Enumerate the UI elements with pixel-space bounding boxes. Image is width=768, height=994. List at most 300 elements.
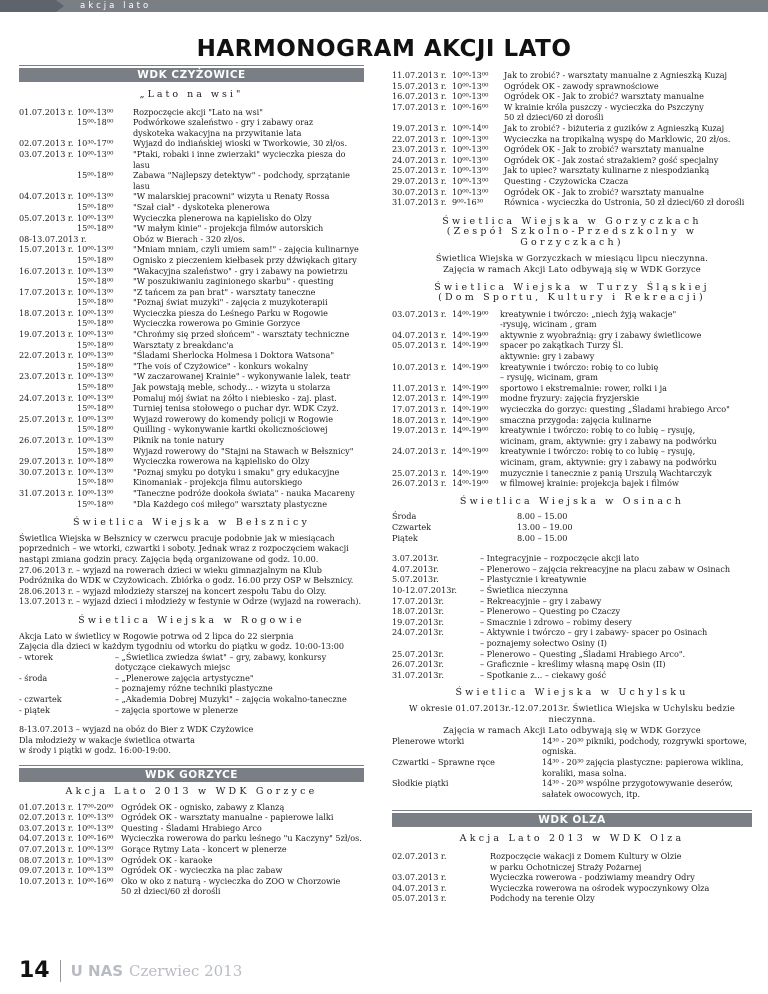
row-activity: Jak to upiec? warsztaty kulinarne z niespodzianką: [504, 165, 710, 176]
schedule-row: [392, 340, 752, 351]
row-activity: Piknik na tonie natury: [133, 435, 225, 445]
row-hours: 10⁰⁰-13⁰⁰: [77, 865, 114, 876]
row-date: 01.07.2013 r.: [19, 106, 74, 117]
schedule-row: [392, 768, 752, 779]
row-date: 18.07.2013 r.: [392, 414, 447, 425]
row-date: [19, 276, 77, 287]
row-text: – Plastycznie i kreatywnie: [480, 574, 587, 585]
row-activity: dyskoteka wakacyjna na przywitanie lata: [133, 127, 302, 138]
row-hours: 15⁰⁰-18⁰⁰: [77, 297, 114, 308]
schedule-row: [392, 746, 752, 757]
schedule-row: [392, 425, 752, 436]
row-date: 03.07.2013 r.: [19, 822, 74, 833]
row-hours: 10⁰⁰-13⁰⁰: [452, 133, 489, 144]
row-date: 26.07.2013 r.: [392, 478, 447, 489]
row-date: [19, 170, 77, 191]
row-hours: 10⁰⁰-13⁰⁰: [452, 91, 489, 102]
row-date: [19, 202, 77, 213]
schedule-row: [19, 876, 364, 887]
row-date: 19.07.2013 r.: [392, 425, 447, 436]
row-hours: 14⁰⁰-19⁰⁰: [452, 393, 489, 404]
row-hours: 10⁰⁰-13⁰⁰: [77, 286, 114, 297]
row-label: 3.07.2013r.: [392, 553, 439, 564]
schedule-row: [392, 638, 752, 649]
schedule-row: [392, 393, 752, 404]
schedule-row: [392, 446, 752, 457]
row-label: [392, 638, 480, 649]
row-label: 4.07.2013r.: [392, 563, 439, 574]
row-date: 08-13.07.2013 r.: [19, 233, 87, 244]
schedule-row: [19, 662, 364, 673]
row-date: [19, 499, 77, 510]
page-footer: [19, 958, 242, 983]
schedule-row: [19, 255, 364, 266]
row-activity: Rozpoczęcie akcji "Lato na wsi": [133, 106, 263, 117]
row-hours: 10⁰⁰-13⁰⁰: [77, 244, 114, 255]
schedule-row: [19, 865, 364, 876]
schedule-row: [19, 138, 364, 149]
row-activity: "Poznaj świat muzyki" - zajęcia z muzykoterapii: [133, 297, 328, 308]
row-activity: Podwórkowe szaleństwo - gry i zabawy oraz: [133, 117, 314, 128]
row-hours: 10⁰⁰-13⁰⁰: [77, 371, 114, 382]
row-label: [392, 789, 542, 800]
schedule-row: [19, 456, 364, 467]
gorzyczki-text: [392, 253, 752, 275]
row-date: [392, 372, 452, 383]
row-label: - czwartek: [19, 694, 62, 705]
section-tag: akcja lato: [80, 1, 152, 11]
row-date: 24.07.2013 r.: [19, 392, 74, 403]
row-activity: Wycieczka rowerowa po Gminie Gorzyce: [133, 318, 301, 329]
schedule-row: [19, 382, 364, 393]
row-activity: wicinam, gram, aktywnie: gry i zabawy na podwórku: [500, 457, 717, 467]
row-text: – Integracyjnie – rozpoczęcie akcji lato: [480, 553, 639, 564]
uchylsko-schedule: [392, 736, 752, 800]
row-hours: 10⁰⁰-13⁰⁰: [77, 212, 114, 223]
schedule-row: [392, 757, 752, 768]
row-hours: 10⁰⁰-13⁰⁰: [452, 70, 489, 80]
row-hours: 10⁰⁰-13⁰⁰: [452, 175, 489, 186]
rogow-schedule: [19, 652, 364, 716]
row-date: 17.07.2013 r.: [392, 101, 447, 112]
row-activity: Pomaluj mój świat na żółto i niebiesko - zaj. plast.: [133, 392, 337, 403]
row-activity: Wycieczka plenerowa na kąpielisko do Olzy: [133, 212, 312, 223]
row-hours: 10⁰⁰-13⁰⁰: [77, 822, 114, 833]
row-activity: Ogródek OK - wycieczka na plac zabaw: [121, 865, 283, 876]
schedule-row: [19, 705, 364, 716]
row-hours: [452, 351, 500, 362]
gorzyce-heading: Akcja Lato 2013 w WDK Gorzyce: [65, 786, 318, 798]
row-activity: Wycieczka rowerowa na kąpielisko do Olzy: [133, 456, 310, 467]
schedule-row: [19, 403, 364, 414]
schedule-row: [19, 823, 364, 834]
row-hours: 10⁰⁰-16⁰⁰: [452, 101, 489, 112]
rogow-intro: [19, 631, 364, 652]
schedule-row: [392, 585, 752, 596]
row-hours: 14⁰⁰-19⁰⁰: [452, 478, 489, 489]
row-label: - środa: [19, 672, 48, 683]
row-hours: 10⁰⁰-18⁰⁰: [77, 456, 114, 467]
row-activity: 50 zł dzieci/60 zł dorośli: [504, 112, 604, 123]
schedule-row: [19, 652, 364, 663]
row-label: 02.07.2013 r.: [392, 851, 447, 862]
schedule-row: [19, 812, 364, 823]
turza-subheading: (Dom Sportu, Kultury i Rekreacji): [438, 292, 706, 304]
right-column: [392, 70, 752, 904]
row-activity: Ogródek OK - karaoke: [121, 854, 213, 865]
czyzowice-schedule: [19, 107, 364, 510]
paragraph: 28.06.2013 r. – wyjazd młodzieży starszej na koncert zespołu Tabu do Olzy.: [19, 585, 327, 596]
row-label: 05.07.2013 r.: [392, 893, 447, 904]
row-date: [19, 886, 77, 897]
row-activity: Oko w oko z naturą - wycieczka do ZOO w Chorzowie: [121, 875, 341, 886]
row-hours: 10⁰⁰-13⁰⁰: [452, 165, 489, 176]
info-line: W okresie 01.07.2013r.-12.07.2013r. Świetlica Wiejska w Uchylsku bedzie nieczynna.: [409, 702, 735, 724]
gorzyce-schedule: [19, 802, 364, 897]
schedule-row: [19, 234, 364, 245]
schedule-row: [19, 266, 364, 277]
row-text: Podchody na terenie Olzy: [490, 893, 595, 904]
schedule-row: [392, 309, 752, 320]
schedule-row: [392, 457, 752, 468]
row-date: [19, 382, 77, 393]
row-hours: 15⁰⁰-18⁰⁰: [77, 170, 114, 181]
row-label: [392, 768, 542, 779]
schedule-row: [19, 488, 364, 499]
schedule-row: [392, 670, 752, 681]
row-date: 17.07.2013 r.: [19, 286, 74, 297]
schedule-row: [392, 81, 752, 92]
row-hours: 10⁰⁰-13⁰⁰: [77, 329, 114, 340]
row-date: 23.07.2013 r.: [392, 144, 447, 155]
row-text: – Aktywnie i twórczo – gry i zabawy- spacer po Osinach: [480, 627, 708, 638]
row-date: 15.07.2013 r.: [19, 244, 74, 255]
row-text: Wycieczka rowerowa na ośrodek wypoczynkowy Olza: [490, 882, 710, 893]
row-date: 02.07.2013 r.: [19, 812, 74, 823]
schedule-row: [19, 223, 364, 234]
row-date: 22.07.2013 r.: [19, 350, 74, 361]
row-hours: 14⁰⁰-19⁰⁰: [452, 425, 489, 436]
turza-schedule: [392, 309, 752, 489]
row-hours: 14⁰⁰-19⁰⁰: [452, 308, 489, 319]
row-hours: 10⁰⁰-13⁰⁰: [452, 186, 489, 197]
paragraph: 13.07.2013 r. – wyjazd dzieci i młodzieży w festynie w Odrze (wyjazd na rowerach).: [19, 596, 362, 607]
row-activity: Kinomaniak - projekcja filmu autorskiego: [133, 477, 303, 488]
schedule-row: [19, 855, 364, 866]
row-activity: kreatywnie i twórczo: robię to co lubię – rysuję,: [500, 446, 696, 457]
row-text: – „Świetlica zwiedza świat" – gry, zabawy, konkursy: [115, 651, 327, 662]
info-line: Świetlica Wiejska w Gorzyczkach w miesiącu lipcu nieczynna.: [435, 252, 709, 263]
schedule-row: [392, 778, 752, 789]
schedule-row: [19, 424, 364, 435]
row-activity: "Poznaj smyku po dotyku i smaku" gry edukacyjne: [133, 466, 340, 477]
row-activity: Wycieczka na tropikalną wyspę do Marklowic, 20 zł/os.: [504, 133, 731, 144]
schedule-row: [19, 107, 364, 118]
row-activity: Ogródek OK - Jak to zrobić? warsztaty manualne: [504, 144, 704, 155]
row-hours: 15⁰⁰-18⁰⁰: [77, 339, 114, 350]
row-hours: 14⁰⁰-19⁰⁰: [452, 382, 489, 393]
rogow-outro: [19, 724, 364, 756]
section-tag-bar: [0, 0, 768, 12]
schedule-row: [392, 522, 752, 533]
row-date: 04.07.2013 r.: [19, 833, 74, 844]
row-hours: 10⁰⁰-13⁰⁰: [77, 148, 114, 159]
schedule-row: [19, 467, 364, 478]
page-title: HARMONOGRAM AKCJI LATO: [196, 36, 572, 62]
row-activity: Gorące Rytmy Lata - koncert w plenerze: [121, 844, 287, 854]
row-hours: [452, 372, 500, 383]
row-label: 04.07.2013 r.: [392, 882, 447, 893]
row-date: 31.07.2013 r.: [392, 197, 447, 208]
row-activity: Ogródek OK - Jak to zrobić? warsztaty manualne: [504, 91, 704, 102]
belsznica-text: [19, 533, 364, 607]
row-text: – Plenerowo – Questing „Śladami Hrabiego Arco".: [480, 648, 686, 659]
row-date: 25.07.2013 r.: [392, 165, 447, 176]
schedule-row: [392, 736, 752, 747]
row-activity: "Szał ciał" - dyskoteka plenerowa: [133, 201, 270, 212]
row-text: – poznajemy różne techniki plastyczne: [115, 683, 273, 694]
schedule-row: [392, 165, 752, 176]
row-date: 29.07.2013 r.: [392, 175, 447, 186]
row-text: – Smacznie i zdrowo – robimy desery: [480, 616, 632, 627]
row-activity: wicinam, gram, aktywnie: gry i zabawy na podwórku: [500, 435, 717, 446]
row-activity: Ogródek OK - warsztaty manualne - papierowe lalki: [121, 812, 334, 823]
row-text: 14³⁰ - 20³⁰ wspólne przygotowywanie deserów,: [542, 778, 734, 789]
row-date: 24.07.2013 r.: [392, 446, 447, 457]
row-date: 18.07.2013 r.: [19, 307, 74, 318]
schedule-row: [19, 128, 364, 139]
schedule-row: [392, 436, 752, 447]
row-activity: Równica - wycieczka do Ustronia, 50 zł dzieci/60 zł dorośli: [504, 197, 745, 208]
schedule-row: [19, 244, 364, 255]
row-hours: 10⁰⁰-13⁰⁰: [77, 106, 114, 117]
schedule-row: [19, 361, 364, 372]
row-hours: 10⁰⁰-13⁰⁰: [77, 466, 114, 477]
row-text: 14³⁰ - 20³⁰ zajęcia plastyczne: papierowa wiklina,: [542, 757, 744, 768]
schedule-row: [19, 886, 364, 897]
row-activity: kreatywnie i twórczo: robię to co lubię: [500, 361, 659, 372]
row-date: [19, 223, 77, 234]
row-date: 31.07.2013 r.: [19, 487, 74, 498]
schedule-row: [392, 606, 752, 617]
row-date: [392, 351, 452, 362]
row-label: 24.07.2013r.: [392, 627, 444, 638]
row-activity: Wycieczka rowerowa do parku leśnego "u Kaczyny" 5zł/os.: [121, 833, 362, 844]
schedule-row: [392, 362, 752, 373]
schedule-row: [19, 414, 364, 425]
row-text: Wycieczka rowerowa - podziwiamy meandry Odry: [490, 872, 695, 883]
row-hours: 10⁰⁰-13⁰⁰: [77, 307, 114, 318]
schedule-row: [19, 149, 364, 170]
section-bar-gorzyce: WDK GORZYCE: [19, 768, 364, 782]
row-hours: 15⁰⁰-18⁰⁰: [77, 498, 114, 509]
row-date: 07.07.2013 r.: [19, 844, 74, 854]
intro-line: Akcja Lato w świetlicy w Rogowie potrwa od 2 lipca do 22 sierpnia: [19, 630, 294, 641]
row-hours: 14⁰⁰-19⁰⁰: [452, 446, 489, 457]
schedule-row: [19, 202, 364, 213]
row-label: 10-12.07.2013r.: [392, 584, 457, 595]
schedule-row: [392, 789, 752, 800]
row-date: 19.07.2013 r.: [19, 329, 74, 340]
row-date: 29.07.2013 r.: [19, 456, 74, 467]
row-activity: "Chrońmy się przed słońcem" - warsztaty techniczne: [133, 329, 350, 340]
schedule-row: [392, 893, 752, 904]
schedule-row: [19, 435, 364, 446]
row-date: [19, 297, 77, 308]
schedule-row: [392, 415, 752, 426]
row-label: 19.07.2013r.: [392, 616, 444, 627]
row-text: ogniska.: [542, 746, 577, 757]
row-hours: [77, 128, 133, 139]
row-label: Słodkie piątki: [392, 778, 449, 789]
row-date: 04.07.2013 r.: [19, 191, 74, 202]
schedule-row: [19, 213, 364, 224]
row-activity: Quilling - wykonywanie kartki okolicznościowej: [133, 424, 328, 435]
schedule-row: [392, 112, 752, 123]
row-activity: Jak powstają meble, schody... - wizyta u stolarza: [133, 382, 331, 393]
row-date: 03.07.2013 r.: [19, 148, 74, 159]
schedule-row: [392, 187, 752, 198]
row-hours: 10⁰⁰-13⁰⁰: [452, 80, 489, 91]
row-hours: 10⁰⁰-16⁰⁰: [77, 875, 114, 886]
row-activity: "Z tańcem za pan brat" - warsztaty taneczne: [133, 286, 316, 297]
schedule-row: [392, 533, 752, 544]
row-date: 10.07.2013 r.: [19, 875, 74, 886]
row-text: – zajęcia sportowe w plenerze: [115, 704, 239, 715]
row-activity: Ogródek OK - zawody sprawnościowe: [504, 80, 659, 91]
gorzyczki-subheading: (Zespół Szkolno-Przedszkolny w Gorzyczkach): [446, 226, 698, 248]
row-activity: aktywnie: gry i zabawy: [500, 351, 595, 362]
row-label: - piątek: [19, 704, 50, 715]
row-date: 26.07.2013 r.: [19, 435, 74, 445]
row-hours: 10⁰⁰-13⁰⁰: [77, 854, 114, 865]
row-label: [392, 746, 542, 757]
row-date: [19, 128, 77, 139]
row-activity: spacer po zakątkach Turzy Śl.: [500, 340, 624, 351]
row-activity: – rysuję, wicinam, gram: [500, 372, 598, 383]
osiny-hours: [392, 511, 752, 543]
row-label: 18.07.2013r.: [392, 606, 444, 617]
left-column: [19, 68, 364, 897]
schedule-row: [392, 617, 752, 628]
row-hours: 14⁰⁰-19⁰⁰: [452, 414, 489, 425]
schedule-row: [392, 123, 752, 134]
row-hours: 14⁰⁰-19⁰⁰: [452, 340, 489, 351]
row-label: 25.07.2013r.: [392, 648, 444, 659]
row-hours: 10⁰⁰-14⁰⁰: [452, 122, 489, 133]
info-line: Zajęcia w ramach Akcji Lato odbywają się w WDK Gorzyce: [443, 724, 701, 735]
row-hours: 10⁰⁰-13⁰⁰: [77, 392, 114, 403]
row-text: – poznajemy sołectwo Osiny (I): [480, 637, 607, 648]
row-hours: [452, 112, 504, 123]
row-hours: 10⁰⁰-13⁰⁰: [77, 812, 114, 823]
schedule-row: [392, 383, 752, 394]
row-text: – Rekreacyjnie – gry i zabawy: [480, 595, 602, 606]
row-date: 22.07.2013 r.: [392, 133, 447, 144]
row-activity: Ognisko z pieczeniem kiełbasek przy dźwiękach gitary: [133, 254, 357, 265]
row-activity: Questing - Czyżowicka Czacza: [504, 175, 629, 186]
row-date: 08.07.2013 r.: [19, 854, 74, 865]
row-date: [19, 446, 77, 457]
row-date: [19, 424, 77, 435]
schedule-row: [19, 276, 364, 287]
row-date: 30.07.2013 r.: [19, 466, 74, 477]
row-activity: W krainie króla puszczy - wycieczka do Pszczyny: [504, 101, 704, 112]
row-date: 01.07.2013 r.: [19, 801, 74, 812]
row-activity: Ogródek OK - Jak zostać strażakiem? gość specjalny: [504, 154, 719, 165]
schedule-row: [392, 102, 752, 113]
row-hours: 15⁰⁰-18⁰⁰: [77, 318, 114, 329]
row-label: 31.07.2013r.: [392, 669, 444, 680]
row-date: 24.07.2013 r.: [392, 154, 447, 165]
row-activity: Wycieczka piesza do Leśnego Parku w Rogowie: [133, 307, 328, 318]
row-activity: "The vois of Czyżowice" - konkurs wokalny: [133, 360, 309, 371]
schedule-row: [392, 564, 752, 575]
row-hours: 14⁰⁰-19⁰⁰: [452, 404, 489, 415]
outro-line: 8-13.07.2013 – wyjazd na obóz do Bier z WDK Czyżowice: [19, 724, 254, 735]
row-date: [19, 117, 77, 128]
row-label: [392, 862, 490, 873]
schedule-row: [392, 574, 752, 585]
rogow-heading: Świetlica Wiejska w Rogowie: [78, 614, 305, 626]
paragraph: Świetlica Wiejska w Bełsznicy w czerwcu pracuje podobnie jak w miesiącach poprzednich – we wtorki, czwartki i soboty. Jednak wraz z rozpoczęciem wakacji nastąpi zmiana godzin pracy. Zajęcia będą organizowane od godz. 10.00.: [19, 532, 349, 564]
schedule-row: [392, 468, 752, 479]
row-activity: Wyjazd rowerowy do komendy policji w Rogowie: [133, 413, 334, 424]
row-activity: "Śladami Sherlocka Holmesa i Doktora Watsona": [133, 350, 335, 361]
schedule-row: [19, 683, 364, 694]
row-text: 8.00 – 15.00: [517, 511, 568, 522]
schedule-row: [392, 553, 752, 564]
row-label: 26.07.2013r.: [392, 659, 444, 670]
row-date: 05.07.2013 r.: [392, 340, 447, 351]
row-text: – Plenerowo – Questing po Czaczy: [480, 606, 621, 617]
schedule-row: [19, 673, 364, 684]
schedule-row: [392, 372, 752, 383]
row-hours: 15⁰⁰-18⁰⁰: [77, 360, 114, 371]
schedule-row: [19, 318, 364, 329]
row-hours: 10⁰⁰-13⁰⁰: [452, 144, 489, 155]
row-activity: Questing - Śladami Hrabiego Arco: [121, 822, 262, 833]
row-text: 14³⁰ - 20³⁰ pikniki, podchody, rozgrywki sportowe,: [542, 735, 747, 746]
belsznica-heading: Świetlica Wiejska w Bełsznicy: [72, 517, 311, 529]
row-date: 17.07.2013 r.: [392, 404, 447, 415]
schedule-row: [392, 596, 752, 607]
row-date: 15.07.2013 r.: [392, 80, 447, 91]
row-activity: 50 zł dzieci/60 zł dorośli: [121, 886, 221, 897]
schedule-row: [392, 319, 752, 330]
section-bar-czyzowice: WDK CZYŻOWICE: [19, 68, 364, 82]
schedule-row: [19, 499, 364, 510]
row-date: 25.07.2013 r.: [19, 413, 74, 424]
row-text: sałatek owocowych, itp.: [542, 788, 641, 799]
row-text: – Świetlica nieczynna: [480, 584, 569, 595]
gorzyce-schedule-cont: [392, 70, 752, 208]
row-hours: 15⁰⁰-18⁰⁰: [77, 254, 114, 265]
arrow-decoration: [0, 0, 64, 12]
outro-line: Dla młodzieży w wakacje świetlica otwarta: [19, 734, 195, 745]
row-activity: Ogródek OK - Jak to zrobić? warsztaty manualne: [504, 186, 704, 197]
row-activity: modne fryzury: zajęcia fryzjerskie: [500, 393, 640, 404]
row-hours: [452, 457, 500, 468]
schedule-row: [392, 883, 752, 894]
row-activity: "W malarskiej pracowni" wizyta u Renaty Rossa: [133, 191, 330, 202]
row-text: – Plenerowo – zajęcia rekreacyjne na placu zabaw w Osinach: [480, 563, 731, 574]
row-date: 16.07.2013 r.: [19, 265, 74, 276]
czyzowice-subtitle: „Lato na wsi": [139, 89, 244, 100]
row-text: – „Akademia Dobrej Muzyki" – zajęcia wokalno-taneczne: [115, 694, 347, 705]
row-date: 10.07.2013 r.: [392, 361, 447, 372]
row-label: Piątek: [392, 532, 418, 543]
